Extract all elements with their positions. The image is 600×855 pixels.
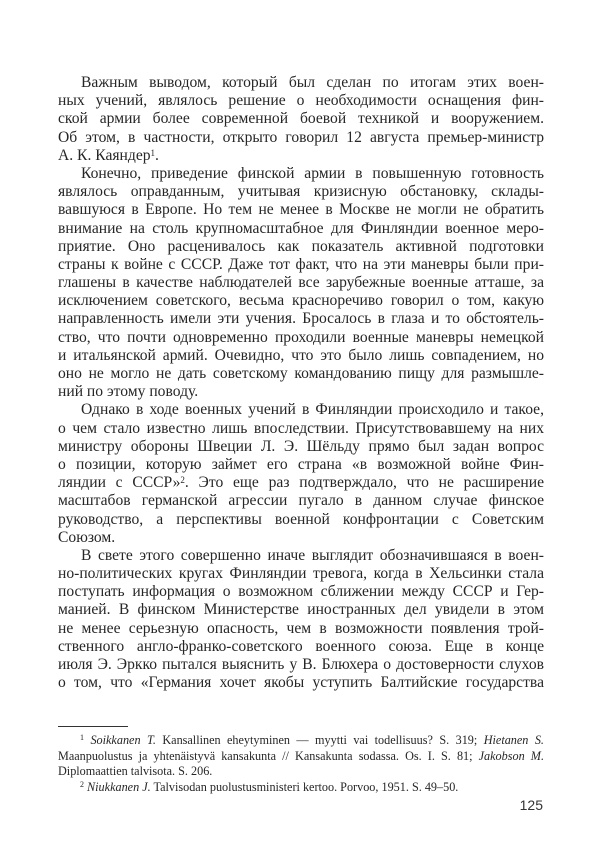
text-line <box>58 565 544 583</box>
text-line <box>58 474 544 492</box>
page-number: 125 <box>519 797 543 813</box>
text-span: министру обороны Швеции Л. Э. Шёльду прямо был задан вопрос <box>58 437 544 455</box>
text-line <box>58 438 544 456</box>
footnotes <box>58 733 544 795</box>
text-span: В свете этого совершенно иначе выглядит обозначившаяся в воен- <box>81 546 544 564</box>
citation-author: Niukkanen J. <box>87 779 151 794</box>
text-line <box>58 492 544 510</box>
text-span: поступать информация о возможном сближении между СССР и Гер- <box>58 583 544 601</box>
text-line <box>58 274 544 292</box>
text-line <box>58 220 544 238</box>
text-span: глашены в качестве наблюдателей все зарубежные военные атташе, за <box>58 274 544 292</box>
text-span: . Это еще раз подтверждало, что не расширение <box>184 474 544 492</box>
text-line <box>58 201 544 219</box>
text-span: но-политических кругах Финляндии тревога, когда в Хельсинки стала <box>58 565 544 583</box>
text-line <box>58 638 544 656</box>
paragraph <box>58 165 544 401</box>
text-line <box>58 749 544 765</box>
text-span: страны к войне с СССР. Даже тот факт, что на эти маневры были при- <box>58 255 544 273</box>
main-text <box>58 74 544 692</box>
citation-author: Jakobson M. <box>478 748 544 763</box>
text-line <box>58 583 544 601</box>
text-line <box>58 383 544 401</box>
text-span: А. К. Каяндер <box>58 146 151 164</box>
text-span: Diplomaattien talvisota. S. 206. <box>58 764 213 778</box>
text-span: руководство, а перспективы военной конфронтации с Советским <box>58 510 544 528</box>
text-line <box>58 764 544 780</box>
text-line <box>58 674 544 692</box>
text-line <box>58 601 544 619</box>
text-span: ской армии более современной боевой техникой и вооружением. <box>58 110 544 128</box>
text-span: о чем стало известно лишь впоследствии. Присутствовавшему на них <box>58 419 544 437</box>
text-line <box>58 529 544 547</box>
text-span: июля Э. Эркко пытался выяснить у В. Блюхера о достоверности слухов <box>58 656 544 673</box>
text-span: масштабов германской агрессии пугало в данном случае финское <box>58 492 544 510</box>
text-line <box>58 656 544 674</box>
text-span: ных учений, являлось решение о необходимости оснащения фин- <box>58 92 544 110</box>
text-line <box>58 110 544 128</box>
text-span: о том, что «Германия хочет якобы уступить Балтийские государства <box>58 674 544 692</box>
text-span: не менее серьезную опасность, чем в возможности появления трой- <box>58 619 544 637</box>
text-line <box>58 733 544 749</box>
footnote-marker: 2 <box>180 475 185 486</box>
text-span: внимание на столь крупномасштабное для Финляндии военное меро- <box>58 219 544 237</box>
paragraph <box>58 74 544 165</box>
text-line <box>58 74 544 92</box>
footnote <box>58 733 544 780</box>
footnote <box>58 780 544 796</box>
paragraph <box>58 547 544 693</box>
text-span: приятие. Оно расценивалось как показатель активной подготовки <box>58 237 544 255</box>
text-span: и итальянской армий. Очевидно, что это было лишь совпадением, но <box>58 346 544 364</box>
text-span: Однако в ходе военных учений в Финляндии происходило и такое, <box>81 401 544 419</box>
text-span: Союзом. <box>58 528 116 546</box>
text-span: Talvisodan puolustusministeri kertoo. Porvoo, 1951. S. 49–50. <box>150 779 459 794</box>
text-span: оно не могло не дать советскому командованию пищу для размышле- <box>58 365 544 382</box>
paragraph <box>58 401 544 547</box>
text-line <box>58 620 544 638</box>
text-line <box>58 310 544 328</box>
text-line <box>58 456 544 474</box>
text-line <box>58 365 544 383</box>
text-span: Maanpuolustus ja yhtenäistyvä kansakunta // Kansakunta sodassa. Os. I. S. 81; <box>58 748 479 763</box>
footnote-marker: 1 <box>80 733 84 742</box>
text-line <box>58 183 544 201</box>
text-line <box>58 238 544 256</box>
text-line <box>58 92 544 110</box>
text-span: . <box>155 146 159 164</box>
text-span: ний по этому поводу. <box>58 383 199 401</box>
text-line <box>58 292 544 310</box>
text-line <box>58 147 544 165</box>
text-line <box>58 401 544 419</box>
text-line <box>58 347 544 365</box>
text-line <box>58 329 544 347</box>
text-line <box>58 511 544 529</box>
text-span: ственного англо-франко-советского военного союза. Еще в конце <box>58 637 544 655</box>
text-line <box>58 780 544 796</box>
text-line <box>58 256 544 274</box>
text-span: Kansallinen eheytyminen — myytti vai todellisuus? S. 319; <box>155 733 484 747</box>
text-line <box>58 129 544 147</box>
footnote-marker: 1 <box>150 147 156 158</box>
text-span: Конечно, приведение финской армии в повышенную готовность <box>81 164 544 182</box>
text-span: направленность имели эти учения. Бросалось в глаза и то обстоятель- <box>58 310 544 328</box>
citation-author: Soikkanen T. <box>90 733 156 747</box>
text-line <box>58 420 544 438</box>
text-span: являлось оправданным, учитывая кризисную обстановку, склады- <box>58 183 544 201</box>
footnote-marker: 2 <box>80 779 84 789</box>
text-span: вавшуюся в Европе. Но тем не менее в Москве не могли не обратить <box>58 201 544 219</box>
text-span: Важным выводом, который был сделан по итогам этих воен- <box>81 74 544 91</box>
text-line <box>58 547 544 565</box>
citation-author: Hietanen S. <box>483 733 544 747</box>
text-span: Об этом, в частности, открыто говорил 12 августа премьер-министр <box>58 128 544 146</box>
text-span: ляндии с СССР» <box>58 474 181 492</box>
text-span: о позиции, которую займет его страна «в возможной войне Фин- <box>58 455 544 473</box>
text-span: манией. В финском Министерстве иностранных дел увидели в этом <box>58 601 544 619</box>
text-span: ство, что почти одновременно проходили военные маневры немецкой <box>58 328 544 346</box>
footnote-separator <box>58 726 128 727</box>
text-line <box>58 165 544 183</box>
text-span: исключением советского, весьма красноречиво говорил о том, какую <box>58 292 544 310</box>
